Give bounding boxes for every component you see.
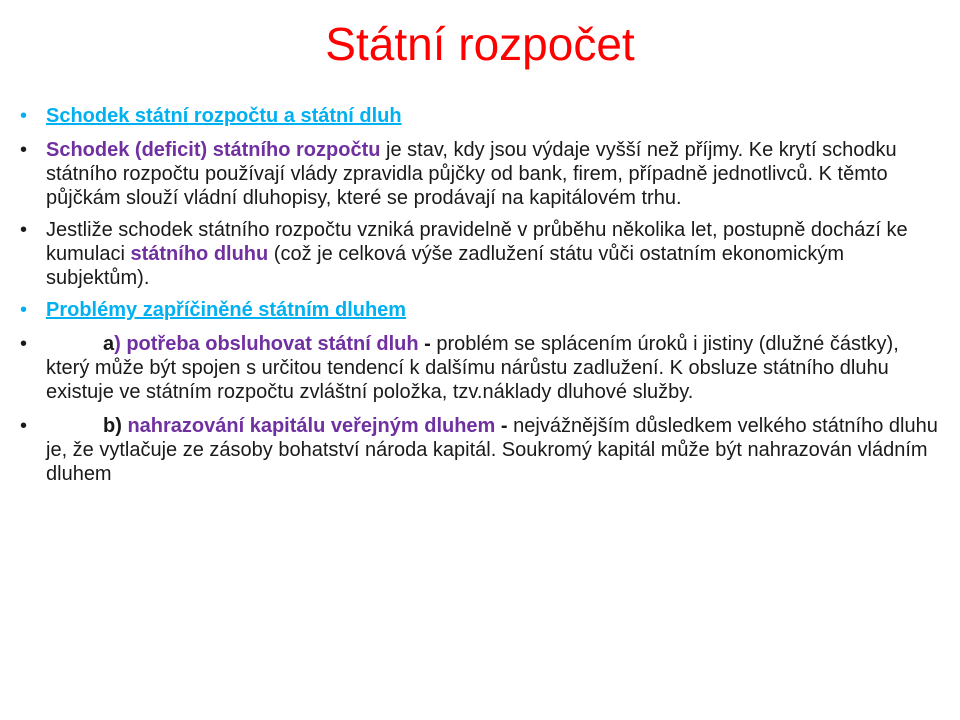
problem-b-dash: - [495, 415, 514, 437]
state-debt-intro: Jestliže schodek státního rozpočtu vzniká pravidelně v průběhu několika let, postupně dochází ke kumulaci [46, 219, 908, 265]
problem-a-description: problém se splácením úroků i jistiny (dlužné částky), který může být spojen s určitou tendencí k dalšímu nárůstu zadlužení. K obsluze státního dluhu existuje ve státním rozpočtu zvláštní položka, tzv.náklady dluhové služby. [46, 333, 899, 403]
problem-a-letter: a [103, 333, 115, 355]
state-debt-description: (což je celková výše zadlužení státu vůči ostatním ekonomickým subjektům). [46, 243, 845, 289]
slide-title: Státní rozpočet [325, 18, 635, 70]
problem-b-description: nejvážnějším důsledkem velkého státního dluhu je, že vytlačuje ze zásoby bohatství národa kapitál. Soukromý kapitál může být nahrazován vládním dluhem [46, 415, 938, 485]
bullet-heading-deficit [46, 104, 946, 128]
problem-a-title: ) potřeba obsluhovat státní dluh [114, 333, 419, 355]
heading-link-problems[interactable]: Problémy zapříčiněné státním dluhem [46, 299, 407, 321]
problem-a-dash: - [418, 333, 437, 355]
deficit-description: je stav, kdy jsou výdaje vyšší než příjmy. Ke krytí schodku státního rozpočtu používají vlády zpravidla půjčky od bank, firem, případně jednotlivců. K těmto půjčkám slouží vládní dluhopisy, které se prodávají na kapitálovém trhu. [46, 139, 897, 209]
bullet-deficit-definition [46, 138, 946, 210]
bullet-problem-b [46, 414, 946, 486]
heading-link-deficit[interactable]: Schodek státní rozpočtu a státní dluh [46, 105, 402, 127]
term-deficit: Schodek (deficit) státního rozpočtu [46, 139, 381, 161]
bullet-heading-problems [46, 298, 946, 322]
bullet-state-debt [46, 218, 946, 290]
problem-b-letter: b) [103, 415, 122, 437]
problem-b-title: nahrazování kapitálu veřejným dluhem [121, 415, 496, 437]
bullet-problem-a [46, 332, 946, 404]
bullet-list [46, 104, 946, 496]
term-state-debt: státního dluhu [130, 243, 269, 265]
